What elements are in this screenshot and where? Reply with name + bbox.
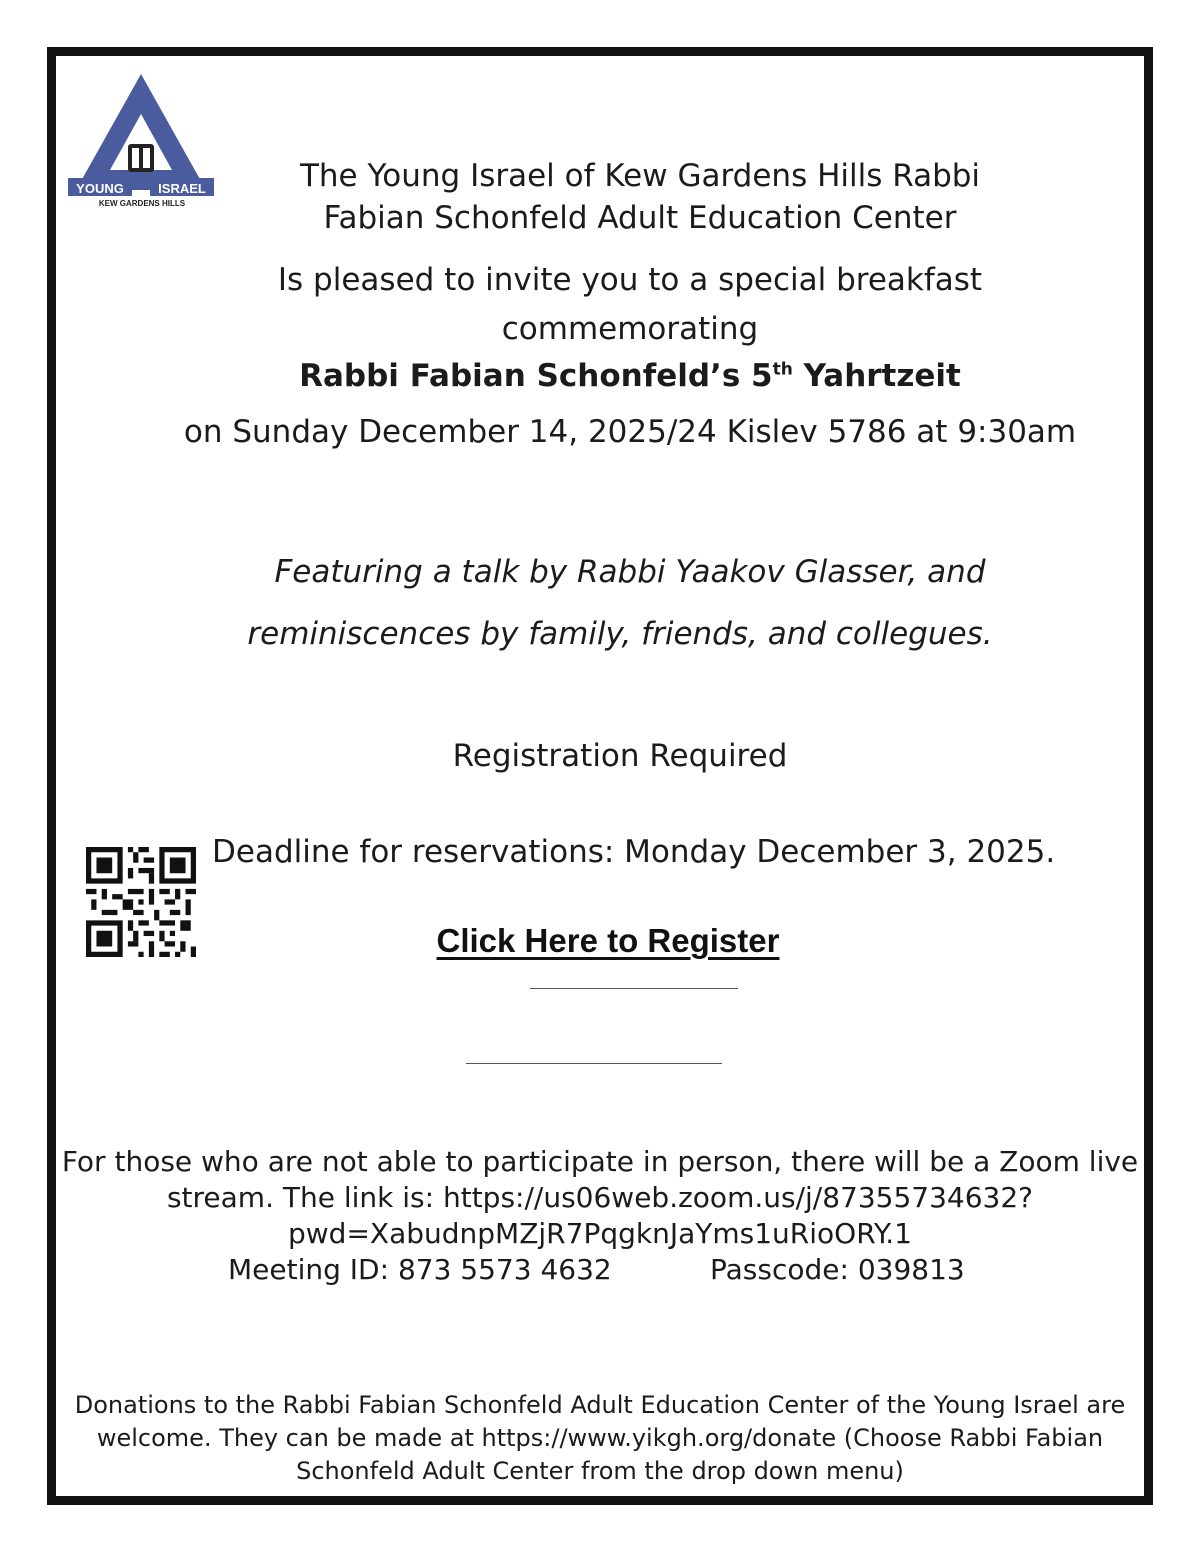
register-link[interactable]: Click Here to Register (436, 922, 780, 959)
invite-line-2: commemorating (501, 311, 759, 347)
logo-subtitle: KEW GARDENS HILLS (98, 199, 186, 208)
header-line-2: Fabian Schonfeld Adult Education Center (323, 200, 957, 236)
invite-line-1: Is pleased to invite you to a special breakfast (277, 262, 983, 298)
event-date: on Sunday December 14, 2025/24 Kislev 5786 at 9:30am (183, 414, 1077, 450)
yahrtzeit-title-post: Yahrtzeit (792, 358, 961, 394)
registration-required: Registration Required (452, 738, 788, 774)
divider-2 (466, 1063, 722, 1064)
zoom-passcode: Passcode: 039813 (710, 1253, 965, 1286)
reservation-deadline: Deadline for reservations: Monday December 3, 2025. (212, 834, 1056, 870)
yahrtzeit-title (30, 358, 1200, 394)
featuring-line-2: reminiscences by family, friends, and collegues. (247, 616, 993, 652)
yahrtzeit-title-pre: Rabbi Fabian Schonfeld’s 5 (299, 358, 773, 394)
donations-line-2: welcome. They can be made at https://www.yikgh.org/donate (Choose Rabbi Fabian (96, 1424, 1104, 1452)
divider-1 (530, 988, 738, 989)
logo-word-young: YOUNG (76, 181, 124, 196)
donations-line-3: Schonfeld Adult Center from the drop down menu) (296, 1457, 904, 1485)
zoom-meeting-id: Meeting ID: 873 5573 4632 (228, 1253, 612, 1286)
donations-line-1: Donations to the Rabbi Fabian Schonfeld Adult Education Center of the Young Israel are (74, 1391, 1126, 1419)
zoom-line-3: pwd=XabudnpMZjR7PqgknJaYms1uRioORY.1 (288, 1217, 912, 1250)
zoom-line-2: stream. The link is: https://us06web.zoom.us/j/87355734632? (166, 1181, 1034, 1214)
yahrtzeit-title-sup: th (772, 359, 793, 380)
logo-word-israel: ISRAEL (158, 181, 206, 196)
header-line-1: The Young Israel of Kew Gardens Hills Rabbi (299, 158, 981, 194)
zoom-line-1: For those who are not able to participate in person, there will be a Zoom live (61, 1145, 1139, 1178)
featuring-line-1: Featuring a talk by Rabbi Yaakov Glasser, and (274, 554, 986, 590)
